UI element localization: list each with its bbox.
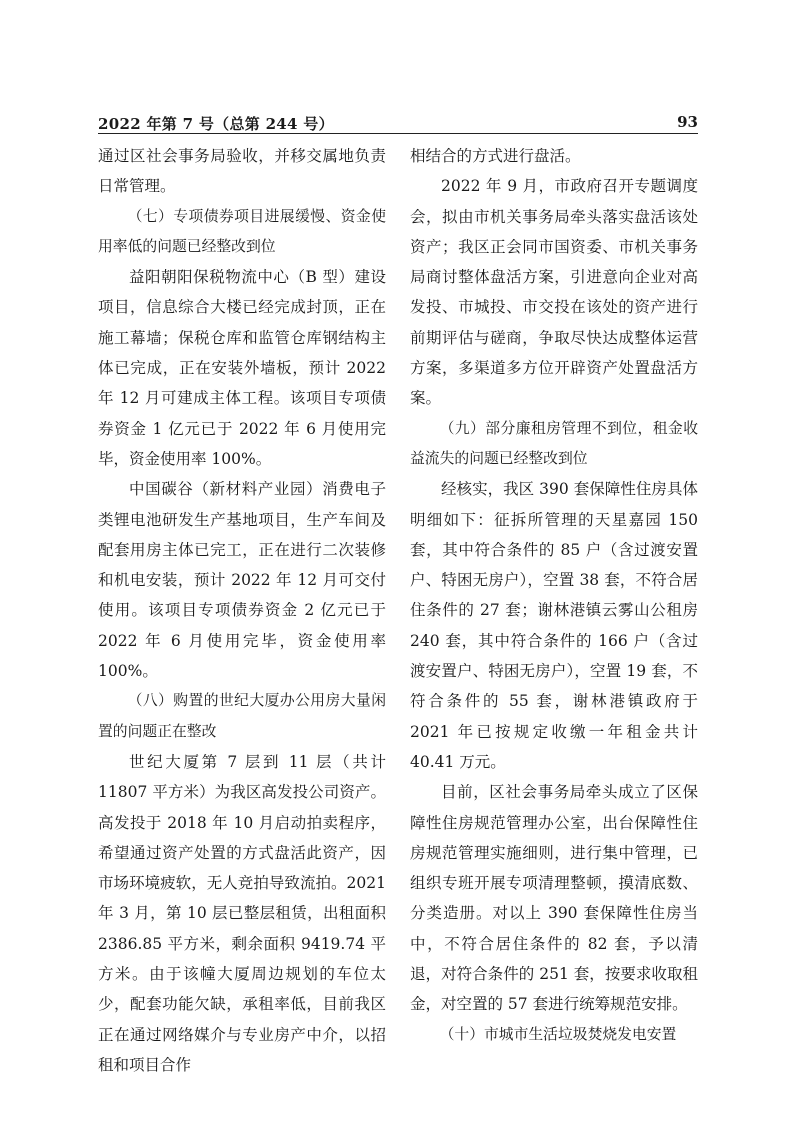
header-rule — [98, 133, 698, 134]
paragraph: 目前，区社会事务局牵头成立了区保障性住房规范管理办公室，出台保障性住房规范管理实施细则，进行集中管理，已组织专班开展专项清理整顿，摸清底数、分类造册。对以上 390 套保障性住房当中，不符合居住条件的 82 套，予以清退，对符合条件的 251 套，按要求收取租金，对空置的 57 套进行统筹规范安排。 — [410, 783, 698, 1014]
right-column — [410, 141, 698, 1050]
section-heading: （八）购置的世纪大厦办公用房大量闲置的问题正在整改 — [98, 692, 386, 740]
left-column — [98, 141, 386, 1080]
section-heading: （七）专项债券项目进展缓慢、资金使用率低的问题已经整改到位 — [98, 207, 386, 255]
issue-header: 2022 年第 7 号（总第 244 号） — [98, 115, 334, 133]
paragraph: 益阳朝阳保税物流中心（B 型）建设项目，信息综合大楼已经完成封顶，正在施工幕墙；保税仓库和监管仓库钢结构主体已完成，正在安装外墙板，预计 2022 年 12 月可建成主体工程。该项目专项债券资金 1 亿元已于 2022 年 6 月使用完毕，资金使用率 100%。 — [98, 268, 386, 468]
paragraph: 经核实，我区 390 套保障性住房具体明细如下：征拆所管理的天星嘉园 150 套，其中符合条件的 85 户（含过渡安置户、特困无房户），空置 38 套，不符合居住条件的 27 套；谢林港镇云雾山公租房 240 套，其中符合条件的 166 户（含过渡安置户、特困无房户），空置 19 套，不符合条件的 55 套，谢林港镇政府于 2021 年已按规定收缴一年租金共计 40.41 万元。 — [410, 480, 698, 771]
section-heading: （十）市城市生活垃圾焚烧发电安置 — [439, 1025, 677, 1043]
section-heading: （九）部分廉租房管理不到位，租金收益流失的问题已经整改到位 — [410, 419, 698, 467]
paragraph: 中国碳谷（新材料产业园）消费电子类锂电池研发生产基地项目，生产车间及配套用房主体已完工，正在进行二次装修和机电安装，预计 2022 年 12 月可交付使用。该项目专项债券资金 2 亿元已于 2022 年 6 月使用完毕，资金使用率 100%。 — [98, 480, 386, 681]
paragraph: 通过区社会事务局验收，并移交属地负责日常管理。 — [98, 147, 386, 196]
page-number: 93 — [677, 113, 698, 131]
paragraph: 世纪大厦第 7 层到 11 层（共计 11807 平方米）为我区高发投公司资产。高发投于 2018 年 10 月启动拍卖程序，希望通过资产处置的方式盘活此资产，因市场环境疲软，无人竞拍导致流拍。2021 年 3 月，第 10 层已整层租赁，出租面积 2386.85 平方米，剩余面积 9419.74 平方米。由于该幢大厦周边规划的车位太少，配套功能欠缺，承租率低，目前我区正在通过网络媒介与专业房产中介，以招租和项目合作 — [98, 752, 386, 1074]
paragraph: 2022 年 9 月，市政府召开专题调度会，拟由市机关事务局牵头落实盘活该处资产；我区正会同市国资委、市机关事务局商讨整体盘活方案，引进意向企业对高发投、市城投、市交投在该处的资产进行前期评估与磋商，争取尽快达成整体运营方案，多渠道多方位开辟资产处置盘活方案。 — [410, 177, 698, 408]
paragraph: 相结合的方式进行盘活。 — [410, 147, 581, 165]
